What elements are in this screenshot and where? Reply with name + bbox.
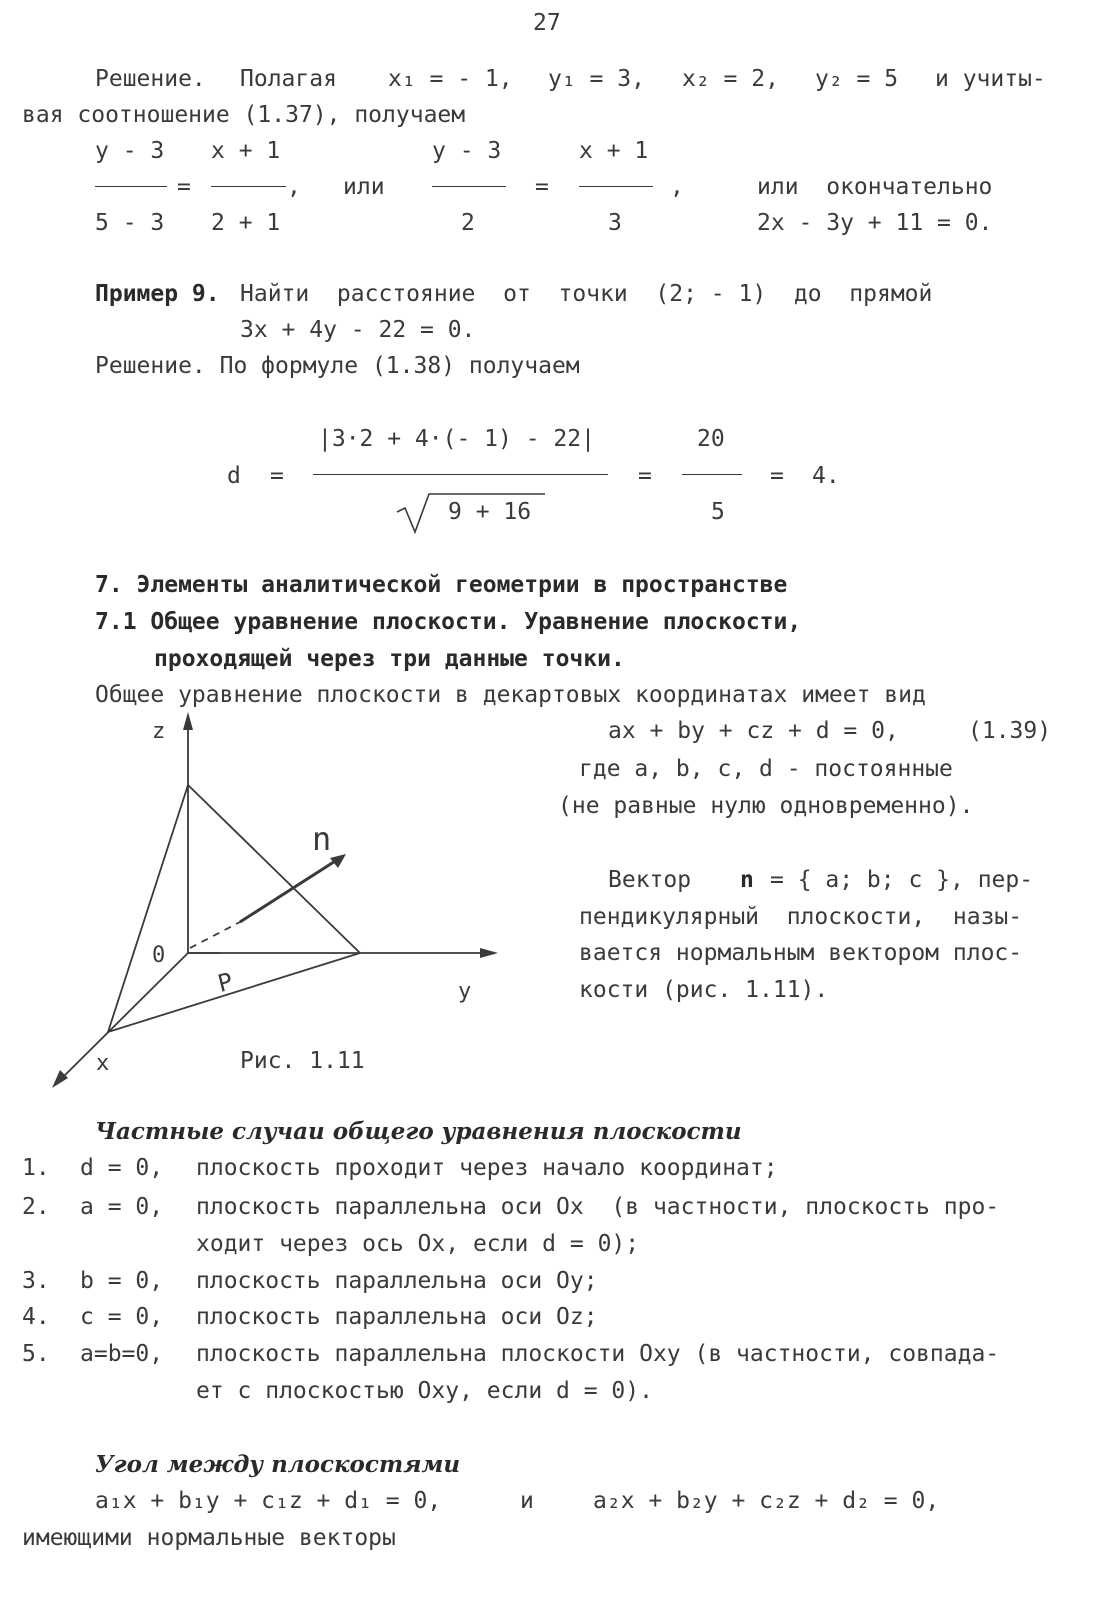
formula-root: 9 + 16 bbox=[448, 499, 532, 525]
formula-numerator: |3·2 + 4·(- 1) - 22| bbox=[318, 426, 595, 452]
eq-sign: = bbox=[535, 174, 549, 200]
example-label: Пример 9. bbox=[95, 281, 220, 307]
frac1-num: y - 3 bbox=[95, 138, 165, 164]
case-num: 1. bbox=[22, 1155, 50, 1181]
origin-label: 0 bbox=[152, 943, 166, 968]
special-cases-title: Частные случаи общего уравнения плоскости bbox=[95, 1118, 742, 1145]
vector-def: = { a; b; c }, пер- bbox=[770, 867, 1034, 893]
vector-line2: пендикулярный плоскости, назы- bbox=[579, 904, 1023, 930]
z-label: z bbox=[152, 719, 166, 744]
notzero-text: (не равные нулю одновременно). bbox=[558, 793, 974, 819]
y1-value: y₁ = 3, bbox=[548, 66, 645, 92]
vector-line3: вается нормальным вектором плос- bbox=[579, 940, 1023, 966]
solution-cont: и учиты- bbox=[935, 66, 1046, 92]
figure-plane-diagram bbox=[40, 710, 510, 1095]
case-text-cont: ходит через ось Ox, если d = 0); bbox=[196, 1231, 640, 1257]
subsection-title: 7.1 Общее уравнение плоскости. Уравнение плоскости, bbox=[95, 609, 802, 635]
normal-label: n bbox=[312, 820, 332, 858]
intro-text: Общее уравнение плоскости в декартовых координатах имеет вид bbox=[95, 682, 926, 708]
vector-line4: кости (рис. 1.11). bbox=[579, 977, 829, 1003]
frac3-num: y - 3 bbox=[432, 138, 502, 164]
plane2-equation: a₂x + b₂y + c₂z + d₂ = 0, bbox=[593, 1488, 940, 1514]
case-text: плоскость проходит через начало координат; bbox=[196, 1155, 778, 1181]
case-num: 3. bbox=[22, 1268, 50, 1294]
formula-bar bbox=[313, 474, 608, 475]
case-cond: a = 0, bbox=[80, 1194, 164, 1220]
equation-number: (1.39) bbox=[968, 718, 1052, 744]
p-label: P bbox=[214, 967, 236, 999]
case-cond: a=b=0, bbox=[80, 1341, 164, 1367]
x1-value: x₁ = - 1, bbox=[388, 66, 513, 92]
and-word: и bbox=[520, 1488, 534, 1514]
case-cond: d = 0, bbox=[80, 1155, 164, 1181]
solution-word: Полагая bbox=[240, 66, 337, 92]
case-cond: c = 0, bbox=[80, 1304, 164, 1330]
vector-word: Вектор bbox=[608, 867, 692, 893]
section-title: 7. Элементы аналитической геометрии в пространстве bbox=[95, 572, 788, 598]
x-label: x bbox=[96, 1051, 110, 1076]
normals-text: имеющими нормальные векторы bbox=[22, 1525, 396, 1551]
case-text: плоскость параллельна оси Oy; bbox=[196, 1268, 598, 1294]
final-label: или окончательно bbox=[757, 174, 993, 200]
case-num: 2. bbox=[22, 1194, 50, 1220]
figure-caption: Рис. 1.11 bbox=[240, 1048, 365, 1074]
solution-line2: вая соотношение (1.37), получаем bbox=[22, 102, 466, 128]
frac3-den: 2 bbox=[461, 210, 475, 236]
case-num: 5. bbox=[22, 1341, 50, 1367]
formula-bar2 bbox=[682, 474, 742, 475]
frac4-num: x + 1 bbox=[579, 138, 649, 164]
formula-den2: 5 bbox=[711, 499, 725, 525]
solution-label: Решение. bbox=[95, 66, 206, 92]
or-word: или bbox=[343, 174, 385, 200]
example-text: Найти расстояние от точки (2; - 1) до прямой bbox=[240, 281, 933, 307]
where-text: где a, b, c, d - постоянные bbox=[579, 756, 953, 782]
case-num: 4. bbox=[22, 1304, 50, 1330]
formula-eq: = bbox=[270, 463, 284, 489]
page-number: 27 bbox=[533, 10, 561, 36]
frac2-bar bbox=[211, 186, 286, 187]
y2-value: y₂ = 5 bbox=[815, 66, 899, 92]
frac4-bar bbox=[579, 186, 653, 187]
x-axis bbox=[58, 953, 188, 1082]
subsection-title-cont: проходящей через три данные точки. bbox=[154, 646, 625, 672]
formula-num2: 20 bbox=[697, 426, 725, 452]
frac4-den: 3 bbox=[608, 210, 622, 236]
comma: , bbox=[670, 174, 684, 200]
final-equation: 2x - 3y + 11 = 0. bbox=[757, 210, 993, 236]
y-label: y bbox=[458, 979, 472, 1004]
formula-result: 4. bbox=[812, 463, 840, 489]
case-text-cont: ет с плоскостью Oxy, если d = 0). bbox=[196, 1378, 653, 1404]
vector-n: n bbox=[740, 867, 754, 893]
frac1-den: 5 - 3 bbox=[95, 210, 165, 236]
case-text: плоскость параллельна плоскости Oxy (в частности, совпада- bbox=[196, 1341, 1000, 1367]
comma: , bbox=[287, 174, 301, 200]
x2-value: x₂ = 2, bbox=[682, 66, 779, 92]
case-cond: b = 0, bbox=[80, 1268, 164, 1294]
case-text: плоскость параллельна оси Oz; bbox=[196, 1304, 598, 1330]
eq-sign: = bbox=[177, 174, 191, 200]
frac3-bar bbox=[432, 186, 506, 187]
frac2-den: 2 + 1 bbox=[211, 210, 281, 236]
frac1-bar bbox=[95, 186, 167, 187]
frac2-num: x + 1 bbox=[211, 138, 281, 164]
formula-eq: = bbox=[770, 463, 784, 489]
formula-eq: = bbox=[638, 463, 652, 489]
case-text: плоскость параллельна оси Ox (в частности, плоскость про- bbox=[196, 1194, 1000, 1220]
plane1-equation: a₁x + b₁y + c₁z + d₁ = 0, bbox=[95, 1488, 442, 1514]
plane-equation: ax + by + cz + d = 0, bbox=[608, 718, 899, 744]
formula-d: d bbox=[227, 463, 241, 489]
example-solution: Решение. По формуле (1.38) получаем bbox=[95, 353, 580, 379]
example-line: 3x + 4y - 22 = 0. bbox=[240, 317, 476, 343]
angle-title: Угол между плоскостями bbox=[95, 1451, 461, 1478]
